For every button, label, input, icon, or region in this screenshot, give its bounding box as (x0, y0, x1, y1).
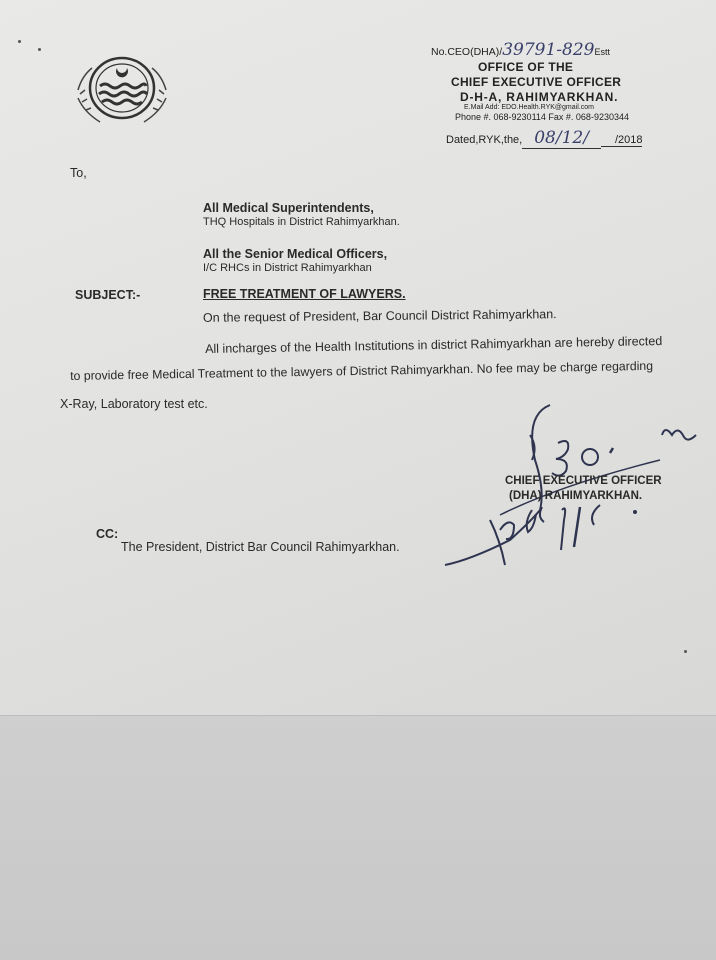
subject-text: FREE TREATMENT OF LAWYERS. (203, 287, 406, 301)
recipient-2-title: All the Senior Medical Officers, (203, 247, 388, 261)
reference-handwritten-number: 39791-829 (502, 40, 595, 60)
cc-recipient: The President, District Bar Council Rahimyarkhan. (121, 540, 400, 554)
paper-speck (18, 40, 21, 43)
body-line-1: All incharges of the Health Institutions in district Rahimyarkhan are hereby directed (205, 334, 663, 356)
email-address: E.Mail Add: EDO.Health.RYK@gmail.com (464, 104, 594, 111)
signatory-title-line2: (DHA) RAHIMYARKHAN. (509, 490, 643, 502)
reference-suffix: Estt (594, 47, 610, 57)
office-title-line2: CHIEF EXECUTIVE OFFICER (451, 75, 622, 89)
office-title-line3: D-H-A, RAHIMYARKHAN. (460, 90, 619, 104)
recipient-2-subtitle: I/C RHCs in District Rahimyarkhan (203, 262, 372, 274)
phone-fax: Phone #. 068-9230114 Fax #. 068-9230344 (455, 112, 629, 122)
dated-prefix: Dated,RYK,the, (446, 134, 523, 146)
reference-number (431, 40, 610, 60)
dated-line (446, 128, 642, 148)
dated-year: /2018 (601, 134, 643, 147)
underlying-page (0, 716, 716, 960)
body-line-2: to provide free Medical Treatment to the lawyers of District Rahimyarkhan. No fee may be charge regarding (70, 358, 654, 383)
request-line: On the request of President, Bar Council District Rahimyarkhan. (202, 307, 557, 325)
signature-date-handwritten (590, 548, 635, 559)
paper-speck (684, 650, 687, 653)
reference-prefix: No.CEO(DHA)/ (431, 46, 503, 58)
dated-handwritten: 08/12/ (522, 128, 601, 149)
signatory-title-line1: CHIEF EXECUTIVE OFFICER (505, 475, 662, 487)
recipient-1-title: All Medical Superintendents, (203, 201, 374, 215)
paper-speck (38, 48, 41, 51)
salutation-to: To, (70, 166, 87, 180)
government-seal-icon (72, 50, 172, 132)
recipient-1-subtitle: THQ Hospitals in District Rahimyarkhan. (203, 216, 400, 228)
office-title-line1: OFFICE OF THE (478, 60, 574, 74)
body-line-3: X-Ray, Laboratory test etc. (60, 397, 208, 411)
subject-label: SUBJECT:- (75, 288, 141, 302)
cc-label: CC: (96, 527, 119, 541)
